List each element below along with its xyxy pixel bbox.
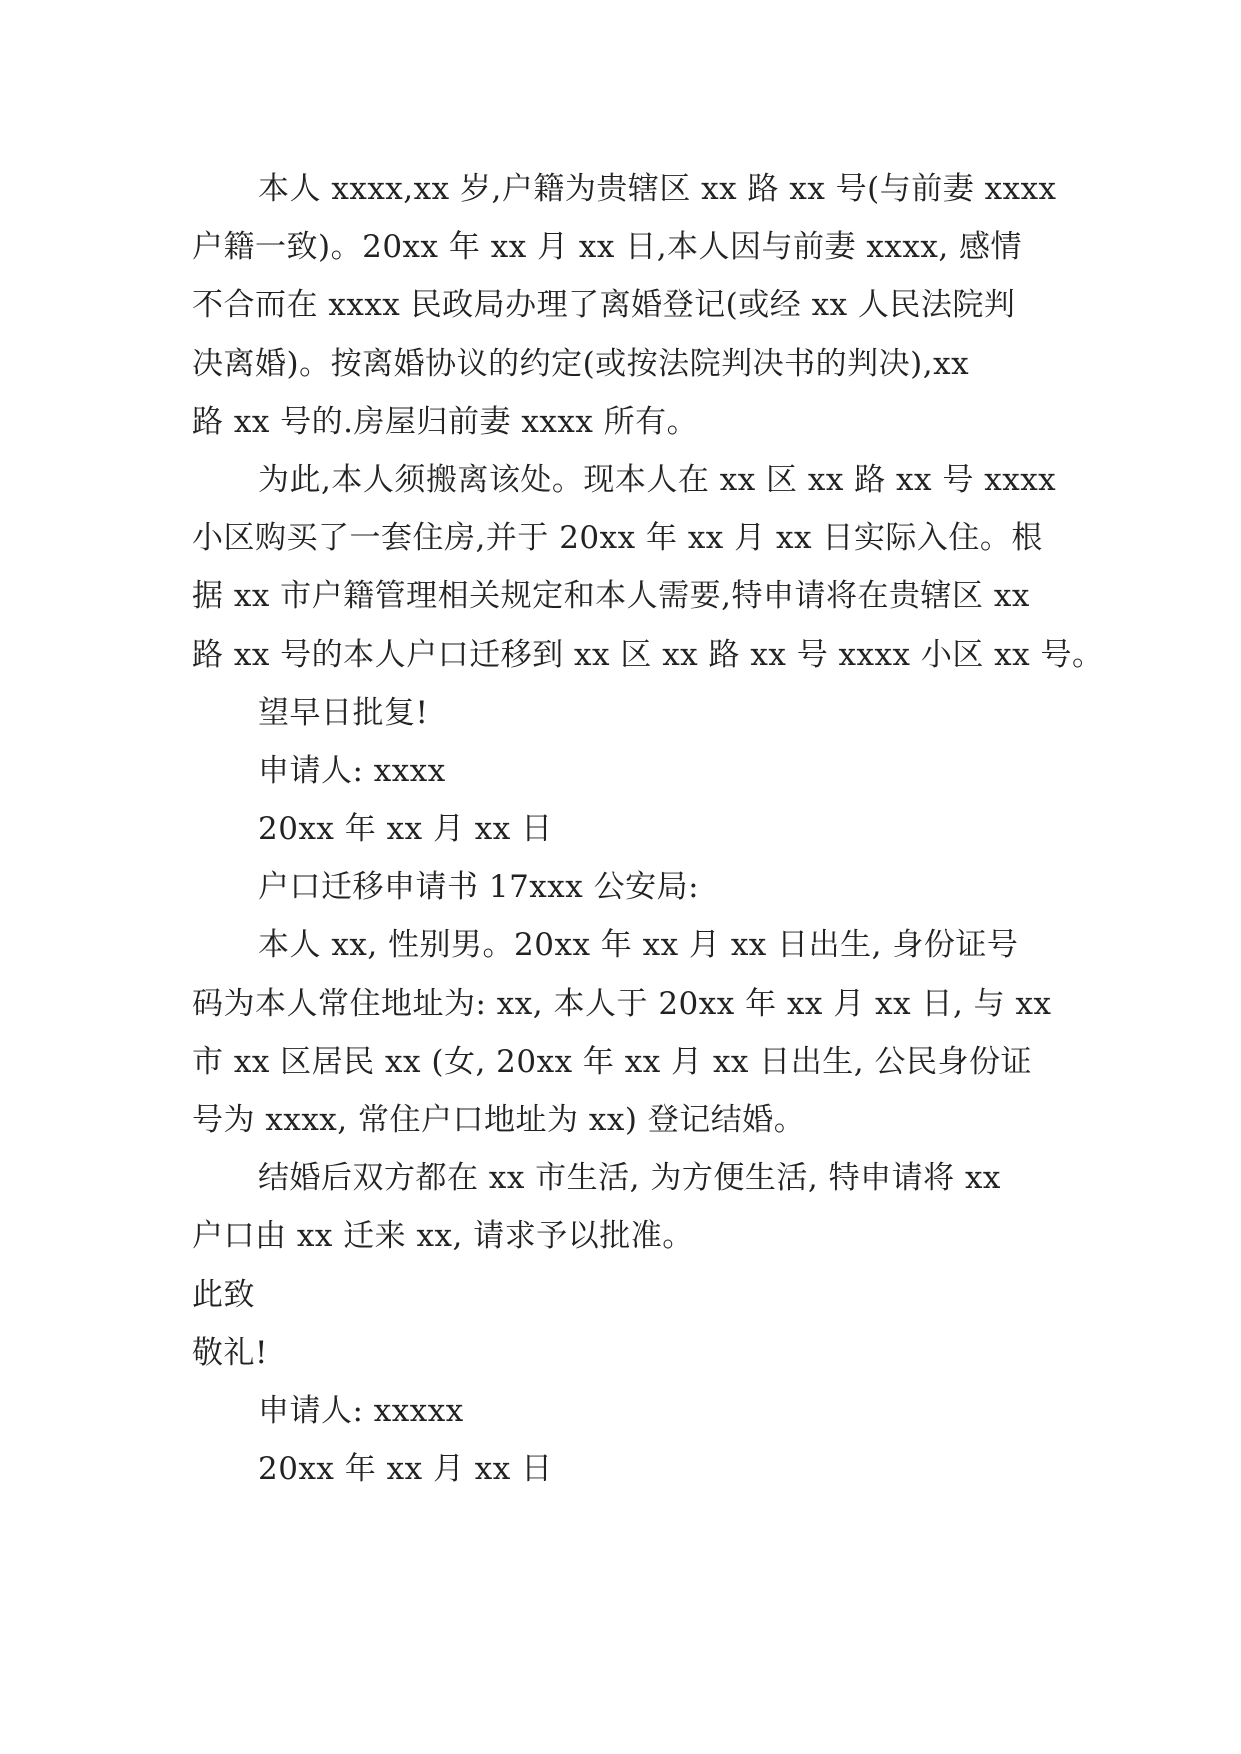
document-line: 小区购买了一套住房,并于 20xx 年 xx 月 xx 日实际入住。根 <box>192 520 1043 557</box>
document-line: 敬礼! <box>192 1334 268 1371</box>
document-line: 户口迁移申请书 17xxx 公安局: <box>258 869 700 906</box>
document-line: 号为 xxxx, 常住户口地址为 xx) 登记结婚。 <box>192 1102 806 1138</box>
document-line: 本人 xx, 性别男。20xx 年 xx 月 xx 日出生, 身份证号 <box>258 927 1019 964</box>
document-line: 市 xx 区居民 xx (女, 20xx 年 xx 月 xx 日出生, 公民身份证 <box>192 1043 1032 1080</box>
document-line: 码为本人常住地址为: xx, 本人于 20xx 年 xx 月 xx 日, 与 xx <box>192 985 1052 1022</box>
document-line: 本人 xxxx,xx 岁,户籍为贵辖区 xx 路 xx 号(与前妻 xxxx <box>258 171 1057 207</box>
document-line: 申请人: xxxx <box>258 752 446 789</box>
document-line: 20xx 年 xx 月 xx 日 <box>258 811 553 848</box>
document-line: 为此,本人须搬离该处。现本人在 xx 区 xx 路 xx 号 xxxx <box>258 461 1057 498</box>
document-line: 结婚后双方都在 xx 市生活, 为方便生活, 特申请将 xx <box>258 1160 1001 1197</box>
document-line: 此致 <box>192 1276 255 1313</box>
document-line: 户籍一致)。20xx 年 xx 月 xx 日,本人因与前妻 xxxx, 感情 <box>192 229 1023 266</box>
document-body <box>192 160 1104 1498</box>
document-line: 20xx 年 xx 月 xx 日 <box>258 1451 553 1488</box>
document-line: 户口由 xx 迁来 xx, 请求予以批准。 <box>192 1218 694 1255</box>
document-line: 据 xx 市户籍管理相关规定和本人需要,特申请将在贵辖区 xx <box>192 578 1030 615</box>
document-line: 不合而在 xxxx 民政局办理了离婚登记(或经 xx 人民法院判 <box>192 287 1016 324</box>
document-line: 路 xx 号的.房屋归前妻 xxxx 所有。 <box>192 403 699 440</box>
document-line: 望早日批复! <box>258 694 429 731</box>
document-line: 路 xx 号的本人户口迁移到 xx 区 xx 路 xx 号 xxxx 小区 xx 号。 <box>192 636 1104 673</box>
document-line: 申请人: xxxxx <box>258 1392 464 1429</box>
document-line: 决离婚)。按离婚协议的约定(或按法院判决书的判决),xx <box>192 345 970 382</box>
